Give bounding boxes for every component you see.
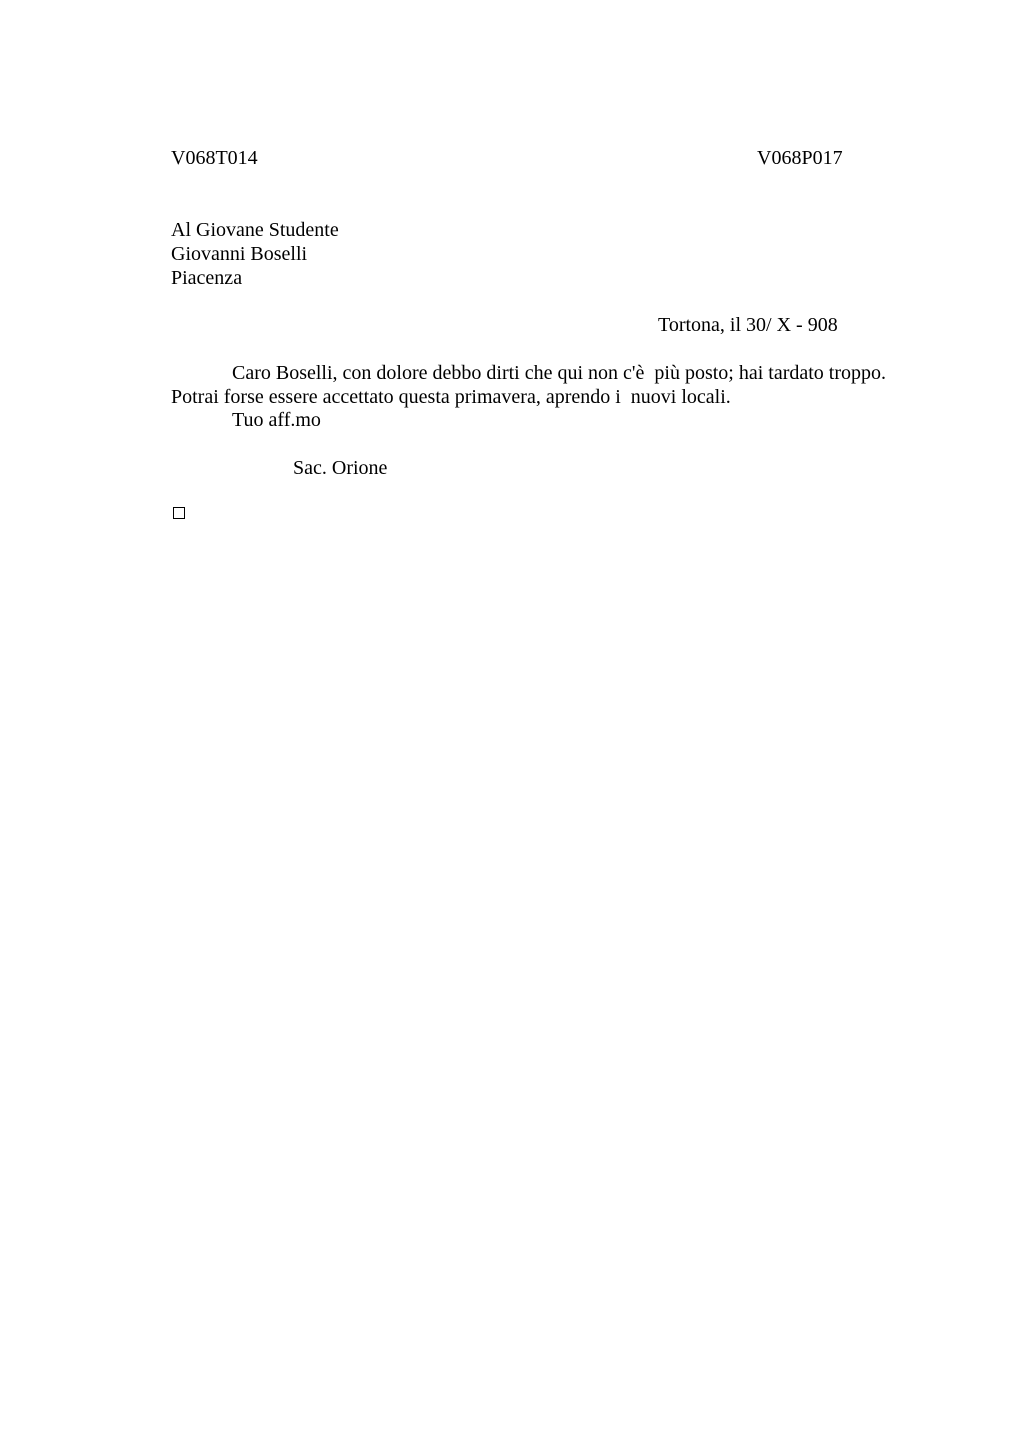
letter-signature: Sac. Orione (293, 457, 388, 479)
letter-date: Tortona, il 30/ X - 908 (658, 314, 838, 336)
letter-body-line-1: Caro Boselli, con dolore debbo dirti che qui non c'è più posto; hai tardato troppo. (232, 362, 887, 384)
letter-body-line-2: Potrai forse essere accettato questa primavera, aprendo i nuovi locali. (171, 386, 731, 408)
checkbox-square-icon (173, 507, 185, 519)
recipient-name: Giovanni Boselli (171, 243, 308, 265)
letter-closing: Tuo aff.mo (232, 409, 321, 431)
document-code-left: V068T014 (171, 147, 258, 169)
document-code-right: V068P017 (757, 147, 843, 169)
recipient-title: Al Giovane Studente (171, 219, 339, 241)
recipient-city: Piacenza (171, 267, 243, 289)
